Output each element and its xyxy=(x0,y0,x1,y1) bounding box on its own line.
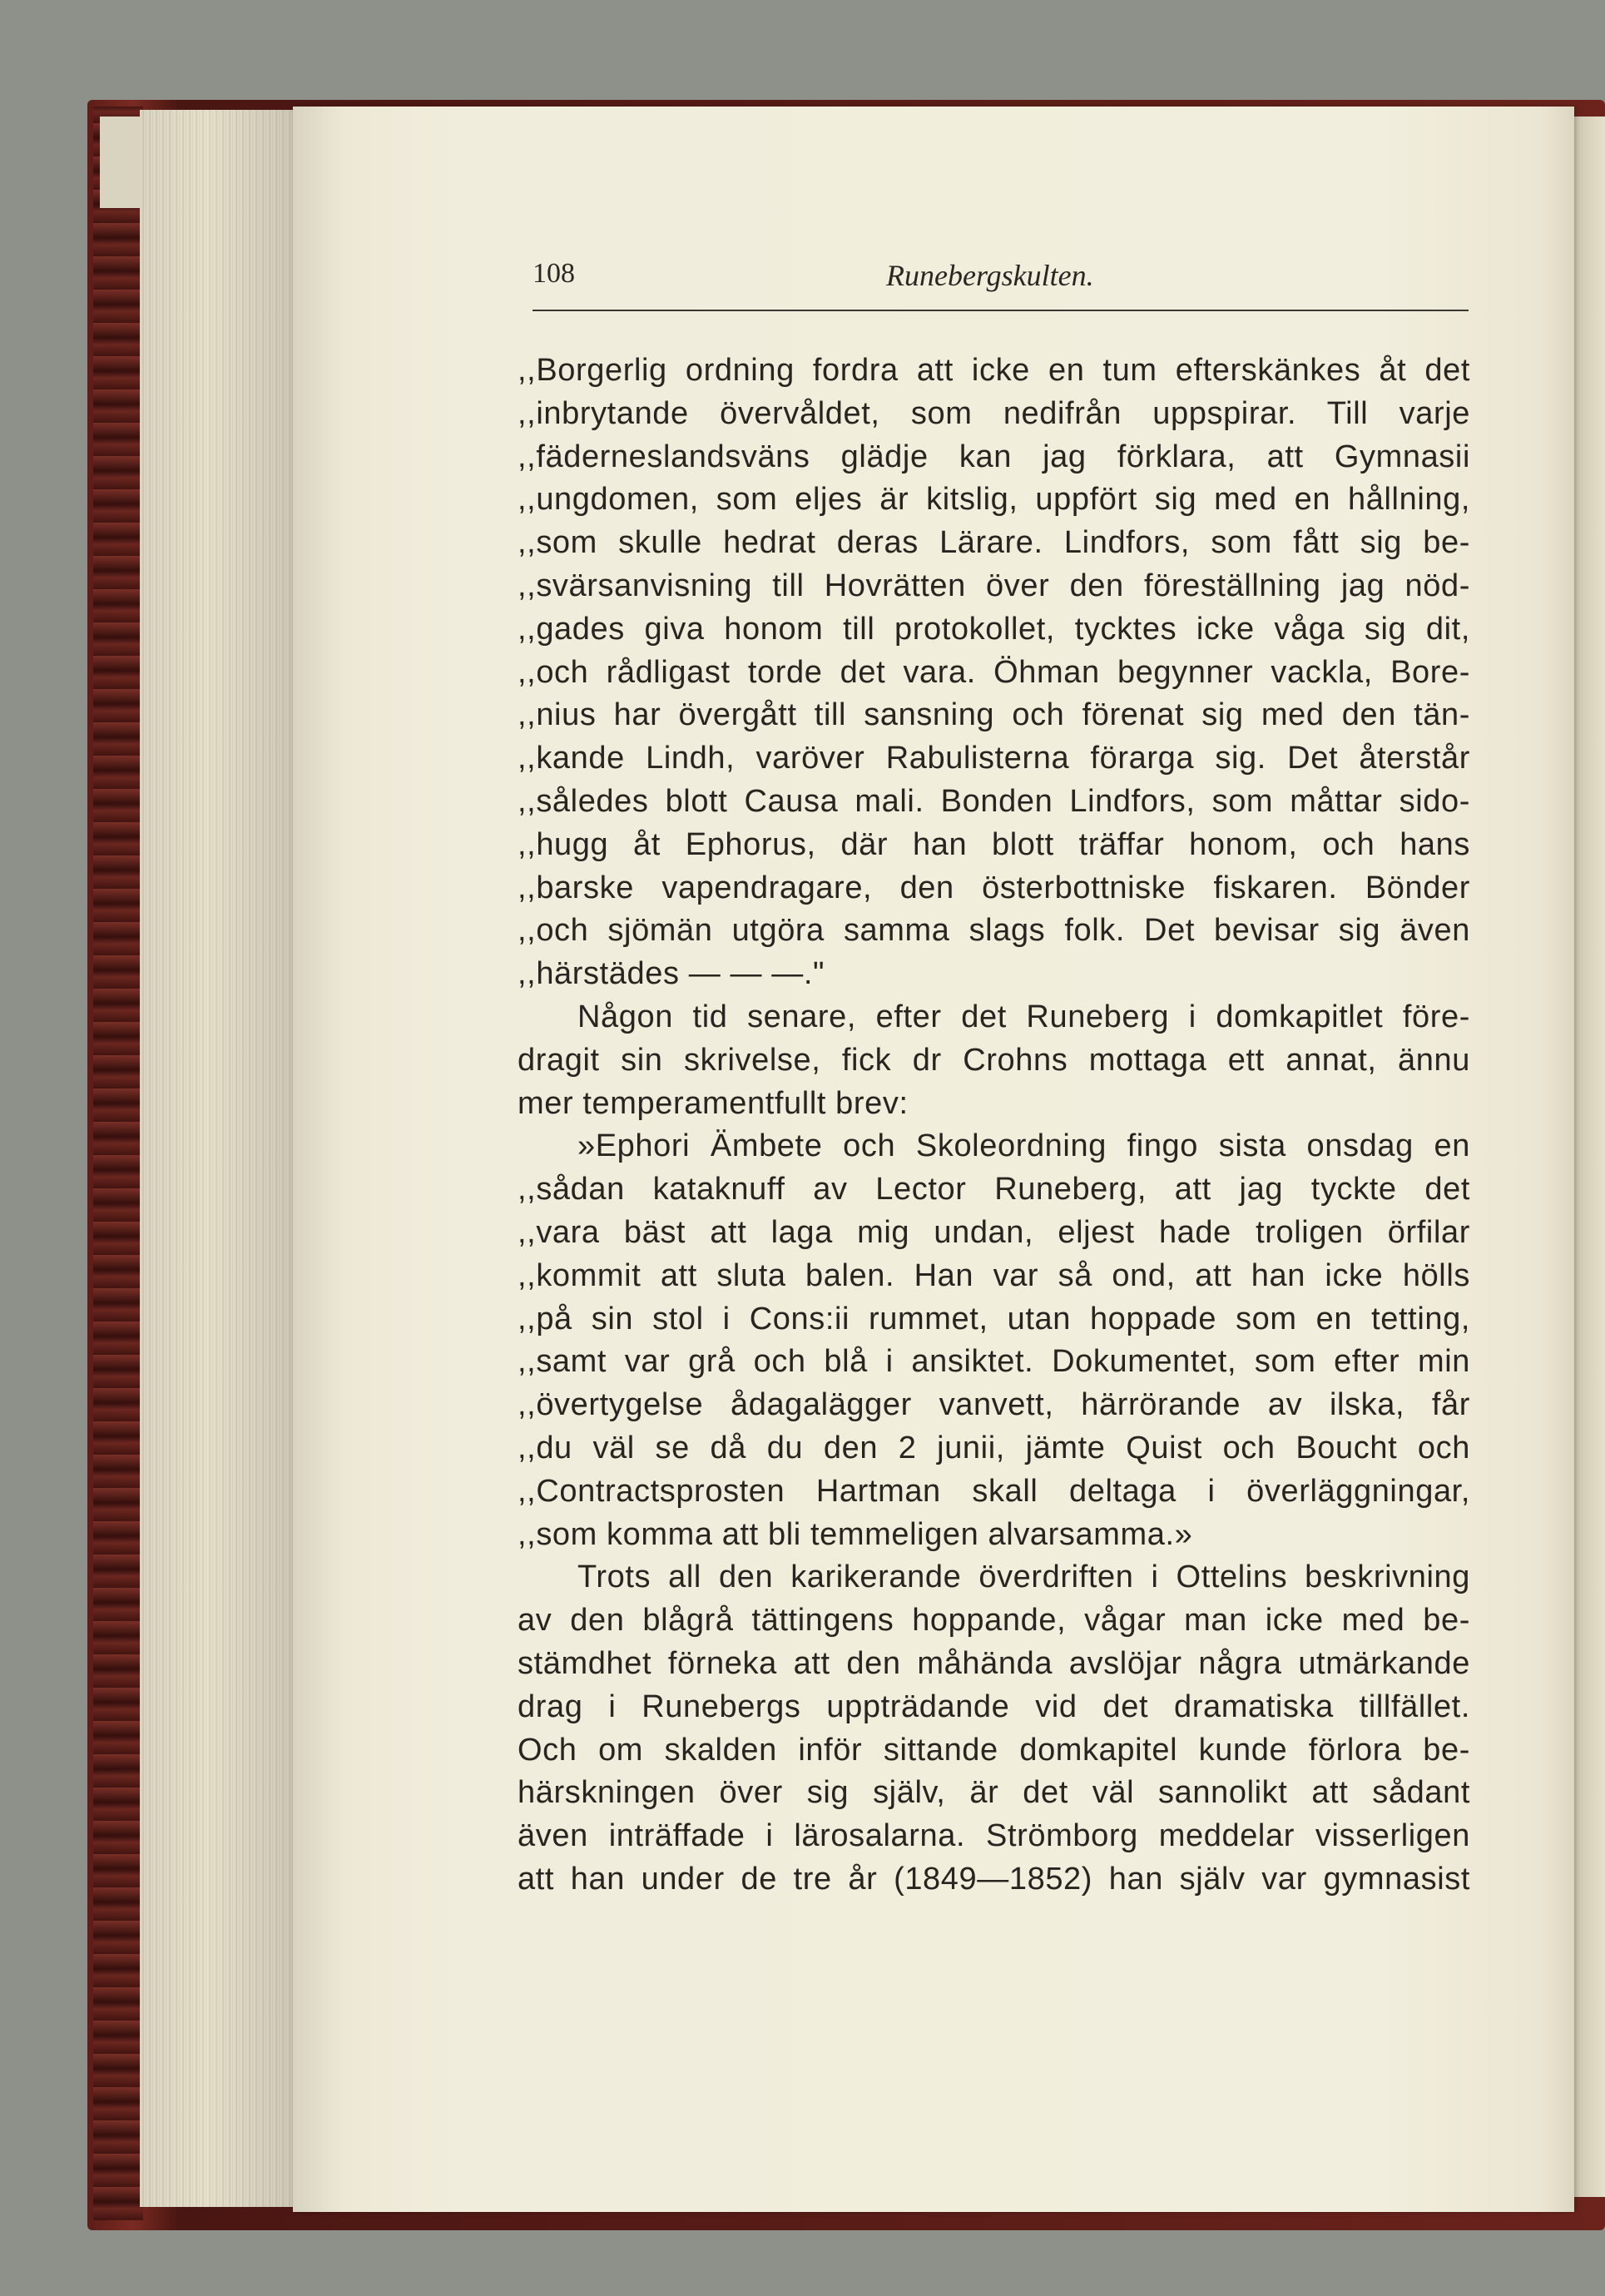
endpaper-corner xyxy=(100,117,146,208)
text-line: ,,inbrytande övervåldet, som nedifrån uppspirar. Till varje xyxy=(518,395,1470,431)
cover-spine-edge xyxy=(93,107,143,2220)
text-line: härskningen över sig själv, är det väl sannolikt att sådant xyxy=(518,1775,1470,1811)
text-line: ,,Borgerlig ordning fordra att icke en tum efterskänkes åt det xyxy=(518,353,1470,388)
text-line: att han under de tre år (1849—1852) han själv var gymnasist xyxy=(518,1861,1470,1897)
text-line: ,,kommit att sluta balen. Han var så ond, att han icke hölls xyxy=(518,1257,1470,1293)
text-line: ,,vara bäst att laga mig undan, eljest hade troligen örfilar xyxy=(518,1214,1470,1250)
text-line: drag i Runebergs uppträdande vid det dramatiska tillfället. xyxy=(518,1689,1470,1724)
page-number: 108 xyxy=(533,258,575,289)
body-text xyxy=(518,350,1470,1902)
text-line: stämdhet förneka att den måhända avslöjar några utmärkande xyxy=(518,1645,1470,1681)
page-header xyxy=(533,258,1473,308)
text-line: ,,som komma att bli temmeligen alvarsamma.» xyxy=(518,1516,1193,1552)
text-line: ,,härstädes — — —." xyxy=(518,956,825,992)
page-stack-shadow xyxy=(140,110,306,2207)
text-line: ,,övertygelse ådagalägger vanvett, härrörande av ilska, får xyxy=(518,1387,1470,1423)
text-line: ,,du väl se då du den 2 junii, jämte Quist och Boucht och xyxy=(518,1430,1470,1465)
text-line: ,,ungdomen, som eljes är kitslig, uppfört sig med en hållning, xyxy=(518,482,1470,518)
text-line: ,,nius har övergått till sansning och förenat sig med den tän- xyxy=(518,697,1470,733)
text-line: ,,kande Lindh, varöver Rabulisterna förarga sig. Det återstår xyxy=(518,741,1470,776)
text-line: ,,på sin stol i Cons:ii rummet, utan hoppade som en tetting, xyxy=(518,1301,1470,1336)
text-line: mer temperamentfullt brev: xyxy=(518,1085,909,1121)
text-line: ,,barske vapendragare, den österbottniske fiskaren. Bönder xyxy=(518,870,1470,905)
text-line: ,,gades giva honom till protokollet, tycktes icke våga sig dit, xyxy=(518,611,1470,647)
running-title: Runebergskulten. xyxy=(886,259,1094,292)
text-line: ,,samt var grå och blå i ansiktet. Dokumentet, som efter min xyxy=(518,1344,1470,1380)
text-line: även inträffade i lärosalarna. Strömborg meddelar visserligen xyxy=(518,1818,1470,1854)
text-line: ,,Contractsprosten Hartman skall deltaga i överläggningar, xyxy=(518,1473,1470,1509)
text-line: av den blågrå tättingens hoppande, vågar man icke med be- xyxy=(518,1603,1470,1639)
text-line: ,,och rådligast torde det vara. Öhman begynner vackla, Bore- xyxy=(518,654,1470,690)
text-line: ,,och sjömän utgöra samma slags folk. Det bevisar sig även xyxy=(518,913,1470,949)
text-line: ,,svärsanvisning till Hovrätten över den föreställning jag nöd- xyxy=(518,568,1470,603)
text-line: Trots all den karikerande överdriften i Ottelins beskrivning xyxy=(577,1560,1470,1595)
text-line: ,,hugg åt Ephorus, där han blott träffar honom, och hans xyxy=(518,826,1470,862)
text-line: ,,sådan kataknuff av Lector Runeberg, att jag tyckte det xyxy=(518,1172,1470,1208)
text-line: ,,således blott Causa mali. Bonden Lindfors, som måttar sido- xyxy=(518,783,1470,819)
text-line: Någon tid senare, efter det Runeberg i domkapitlet före- xyxy=(577,999,1470,1034)
text-line: ,,fäderneslandsväns glädje kan jag förklara, att Gymnasii xyxy=(518,439,1470,474)
text-line: dragit sin skrivelse, fick dr Crohns mottaga ett annat, ännu xyxy=(518,1042,1470,1078)
text-line: »Ephori Ämbete och Skoleordning fingo sista onsdag en xyxy=(577,1128,1470,1164)
header-rule xyxy=(533,310,1469,311)
text-line: ,,som skulle hedrat deras Lärare. Lindfors, som fått sig be- xyxy=(518,525,1470,561)
text-line: Och om skalden inför sittande domkapitel kunde förlora be- xyxy=(518,1732,1470,1768)
